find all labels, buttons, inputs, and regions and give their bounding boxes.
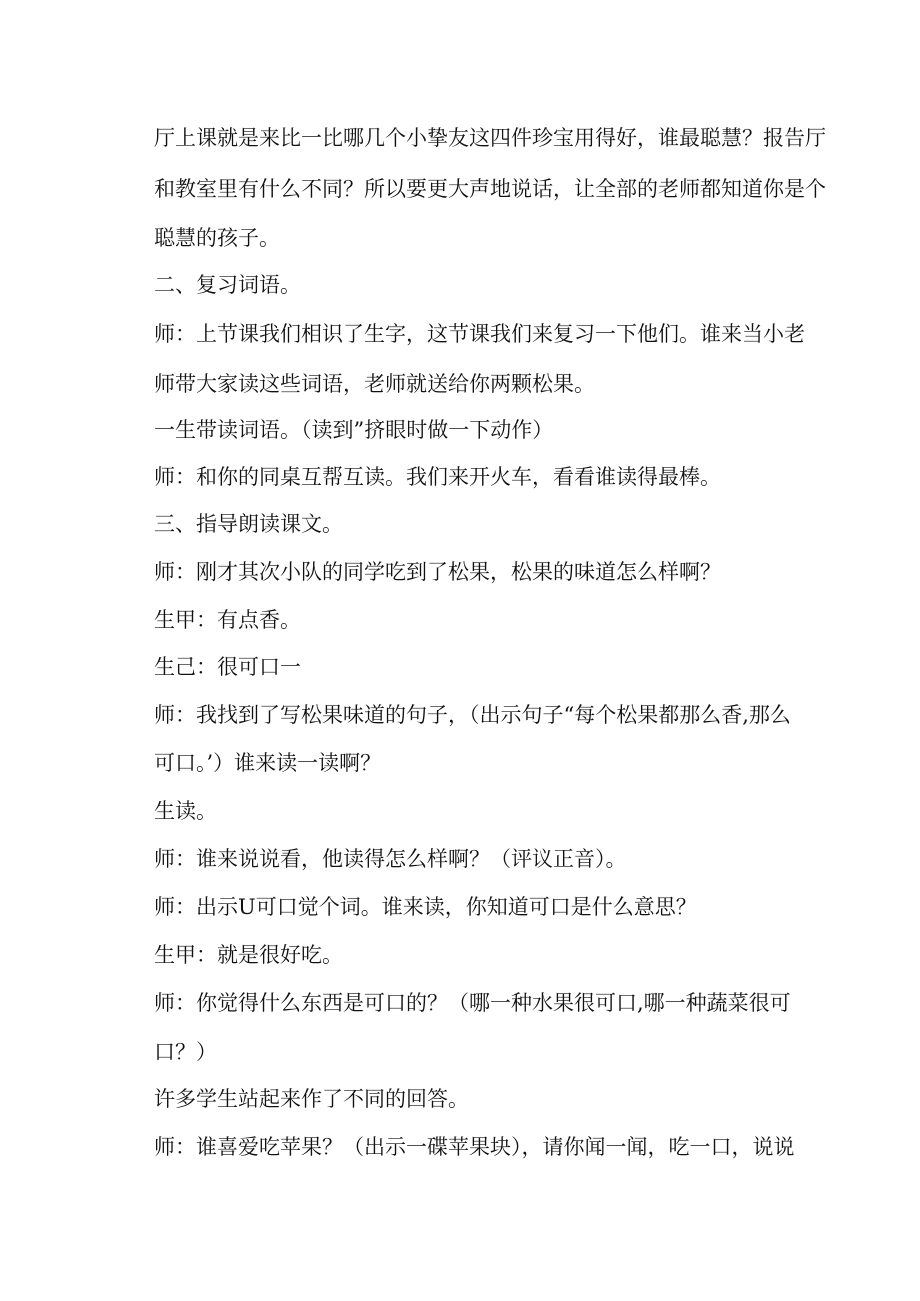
text-line-18: 生甲：就是很好吃。 xyxy=(154,943,343,967)
text-line-20: 口？） xyxy=(154,1040,217,1064)
text-line-8: 师：和你的同桌互帮互读。我们来开火车，看看谁读得最棒。 xyxy=(154,465,721,489)
text-line-13: 师：我找到了写松果味道的句子，（出示句子“每个松果都那么香,那么 xyxy=(154,703,791,727)
section-heading-reading: 三、指导朗读课文。 xyxy=(154,512,343,536)
text-line-6: 师带大家读这些词语，老师就送给你两颗松果。 xyxy=(154,372,595,396)
text-line-5: 师：上节课我们相识了生字，这节课我们来复习一下他们。谁来当小老 xyxy=(154,322,805,346)
text-line-22: 师：谁喜爱吃苹果？（出示一碟苹果块），请你闻一闻，吃一口，说说 xyxy=(154,1135,795,1159)
text-line-17: 师：出示U可口觉个词。谁来读，你知道可口是什么意思？ xyxy=(154,895,697,919)
text-line-2: 和教室里有什么不同？所以要更大声地说话，让全部的老师都知道你是个 xyxy=(154,177,826,201)
section-heading-review: 二、复习词语。 xyxy=(154,273,301,297)
text-line-7: 一生带读词语。（读到”挤眼时做一下动作） xyxy=(154,418,554,442)
text-line-3: 聪慧的孩子。 xyxy=(154,226,280,250)
text-line-21: 许多学生站起来作了不同的回答。 xyxy=(154,1087,469,1111)
text-line-1: 厅上课就是来比一比哪几个小挚友这四件珍宝用得好，谁最聪慧？报告厅 xyxy=(154,126,826,150)
text-line-12: 生己：很可口一 xyxy=(154,655,301,679)
text-line-10: 师：刚才其次小队的同学吃到了松果，松果的味道怎么样啊？ xyxy=(154,560,721,584)
text-line-16: 师：谁来说说看，他读得怎么样啊？（评议正音）。 xyxy=(154,847,627,871)
text-line-15: 生读。 xyxy=(154,799,217,823)
text-line-14: 可口。’）谁来读一读啊？ xyxy=(154,751,382,775)
text-line-19: 师：你觉得什么东西是可口的？（哪一种水果很可口,哪一种蔬菜很可 xyxy=(154,991,791,1015)
text-line-11: 生甲：有点香。 xyxy=(154,608,301,632)
